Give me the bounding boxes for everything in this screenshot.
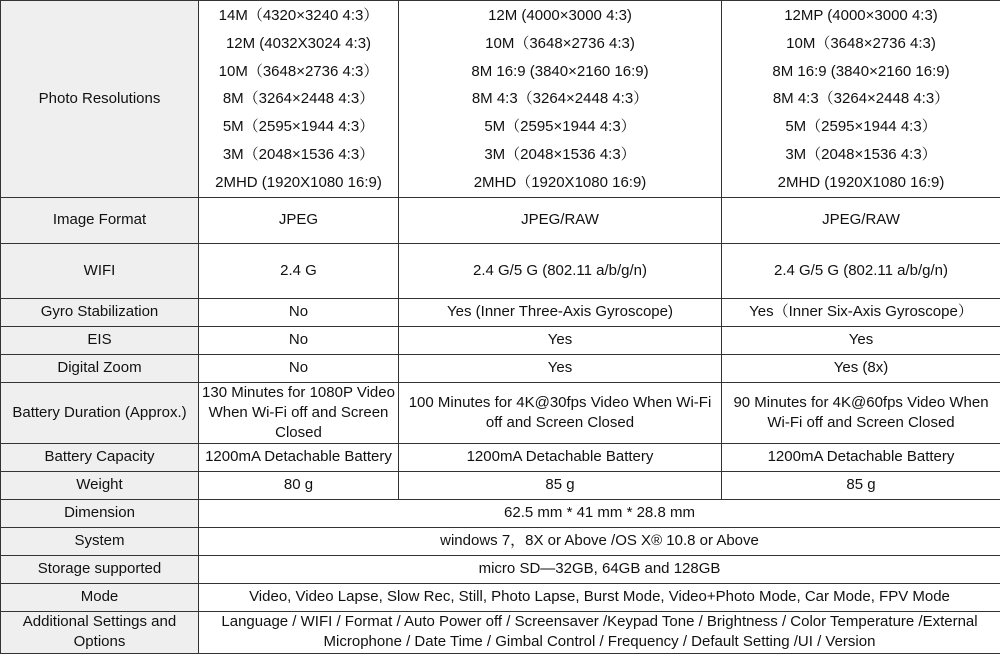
resolution-line: 2MHD (1920X1080 16:9)	[201, 169, 396, 197]
resolution-line: 8M（3264×2448 4:3）	[201, 85, 396, 113]
resolution-line: 5M（2595×1944 4:3）	[201, 113, 396, 141]
label-eis: EIS	[1, 326, 199, 354]
row-dimension	[1, 499, 1000, 527]
gyro-col2: Yes (Inner Three-Axis Gyroscope)	[399, 298, 722, 326]
label-system: System	[1, 527, 199, 555]
resolution-line: 10M（3648×2736 4:3）	[201, 58, 396, 86]
weight-col1: 80 g	[199, 471, 399, 499]
label-mode: Mode	[1, 583, 199, 611]
eis-col3: Yes	[722, 326, 1000, 354]
image-format-col1: JPEG	[199, 197, 399, 243]
battery-capacity-col3: 1200mA Detachable Battery	[722, 443, 1000, 471]
battery-duration-col3: 90 Minutes for 4K@60fps Video When Wi-Fi off and Screen Closed	[722, 382, 1000, 443]
resolution-line: 8M 4:3（3264×2448 4:3）	[724, 85, 998, 113]
row-storage-supported	[1, 555, 1000, 583]
label-battery-duration: Battery Duration (Approx.)	[1, 382, 199, 443]
row-gyro-stabilization	[1, 298, 1000, 326]
row-weight	[1, 471, 1000, 499]
battery-capacity-col1: 1200mA Detachable Battery	[199, 443, 399, 471]
label-dimension: Dimension	[1, 499, 199, 527]
weight-col3: 85 g	[722, 471, 1000, 499]
resolution-line: 12M (4000×3000 4:3)	[401, 2, 719, 30]
wifi-col1: 2.4 G	[199, 243, 399, 298]
resolution-line: 3M（2048×1536 4:3）	[401, 141, 719, 169]
label-gyro-stabilization: Gyro Stabilization	[1, 298, 199, 326]
label-additional-settings: Additional Settings and Options	[1, 611, 199, 653]
digital-zoom-col2: Yes	[399, 354, 722, 382]
resolution-line: 3M（2048×1536 4:3）	[724, 141, 998, 169]
wifi-col2: 2.4 G/5 G (802.11 a/b/g/n)	[399, 243, 722, 298]
resolution-line: 8M 16:9 (3840×2160 16:9)	[401, 58, 719, 86]
dimension-value: 62.5 mm * 41 mm * 28.8 mm	[199, 499, 1000, 527]
label-weight: Weight	[1, 471, 199, 499]
resolution-line: 14M（4320×3240 4:3）	[201, 2, 396, 30]
digital-zoom-col3: Yes (8x)	[722, 354, 1000, 382]
gyro-col1: No	[199, 298, 399, 326]
battery-duration-col2: 100 Minutes for 4K@30fps Video When Wi-Fi off and Screen Closed	[399, 382, 722, 443]
label-digital-zoom: Digital Zoom	[1, 354, 199, 382]
row-image-format	[1, 197, 1000, 243]
resolution-line: 5M（2595×1944 4:3）	[724, 113, 998, 141]
label-image-format: Image Format	[1, 197, 199, 243]
photo-resolutions-col3	[722, 1, 1000, 198]
additional-settings-value: Language / WIFI / Format / Auto Power off / Screensaver /Keypad Tone / Brightness / Color Temperature /External Microphone / Date Time / Gimbal Control / Frequency / Default Setting /UI / Version	[199, 611, 1000, 653]
photo-resolutions-col1	[199, 1, 399, 198]
gyro-col3: Yes（Inner Six-Axis Gyroscope）	[722, 298, 1000, 326]
photo-resolutions-col2	[399, 1, 722, 198]
resolution-line: 3M（2048×1536 4:3）	[201, 141, 396, 169]
resolution-line: 5M（2595×1944 4:3）	[401, 113, 719, 141]
image-format-col2: JPEG/RAW	[399, 197, 722, 243]
label-wifi: WIFI	[1, 243, 199, 298]
row-mode	[1, 583, 1000, 611]
eis-col2: Yes	[399, 326, 722, 354]
resolution-line: 10M（3648×2736 4:3)	[724, 30, 998, 58]
weight-col2: 85 g	[399, 471, 722, 499]
row-digital-zoom	[1, 354, 1000, 382]
mode-value: Video, Video Lapse, Slow Rec, Still, Photo Lapse, Burst Mode, Video+Photo Mode, Car Mode, FPV Mode	[199, 583, 1000, 611]
system-value: windows 7，8X or Above /OS X® 10.8 or Above	[199, 527, 1000, 555]
resolution-line: 8M 4:3（3264×2448 4:3）	[401, 85, 719, 113]
row-wifi	[1, 243, 1000, 298]
eis-col1: No	[199, 326, 399, 354]
label-storage-supported: Storage supported	[1, 555, 199, 583]
label-battery-capacity: Battery Capacity	[1, 443, 199, 471]
row-system	[1, 527, 1000, 555]
resolution-line: 12MP (4000×3000 4:3)	[724, 2, 998, 30]
resolution-line: 12M (4032X3024 4:3)	[201, 30, 396, 58]
label-photo-resolutions: Photo Resolutions	[1, 1, 199, 198]
storage-value: micro SD—32GB, 64GB and 128GB	[199, 555, 1000, 583]
resolution-line: 10M（3648×2736 4:3)	[401, 30, 719, 58]
row-battery-capacity	[1, 443, 1000, 471]
row-photo-resolutions	[1, 1, 1000, 198]
battery-capacity-col2: 1200mA Detachable Battery	[399, 443, 722, 471]
row-eis	[1, 326, 1000, 354]
battery-duration-col1: 130 Minutes for 1080P Video When Wi-Fi off and Screen Closed	[199, 382, 399, 443]
resolution-line: 2MHD（1920X1080 16:9)	[401, 169, 719, 197]
wifi-col3: 2.4 G/5 G (802.11 a/b/g/n)	[722, 243, 1000, 298]
resolution-line: 2MHD (1920X1080 16:9)	[724, 169, 998, 197]
row-battery-duration	[1, 382, 1000, 443]
resolution-line: 8M 16:9 (3840×2160 16:9)	[724, 58, 998, 86]
digital-zoom-col1: No	[199, 354, 399, 382]
image-format-col3: JPEG/RAW	[722, 197, 1000, 243]
